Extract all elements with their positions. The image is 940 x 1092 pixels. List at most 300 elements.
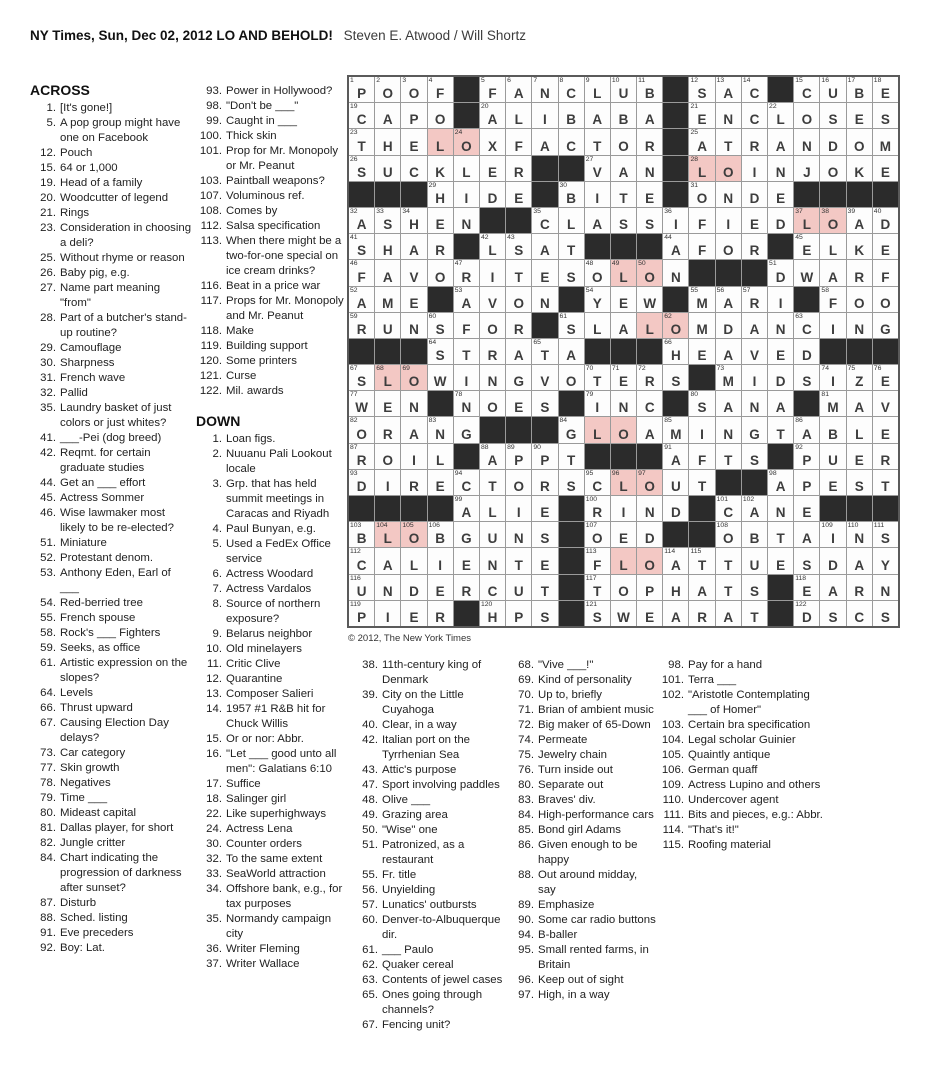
grid-cell[interactable] bbox=[847, 260, 872, 285]
grid-cell[interactable] bbox=[428, 444, 453, 469]
grid-cell[interactable] bbox=[873, 129, 898, 154]
grid-cell[interactable] bbox=[375, 234, 400, 259]
grid-cell[interactable] bbox=[742, 601, 767, 626]
grid-cell[interactable] bbox=[637, 601, 662, 626]
grid-cell[interactable] bbox=[663, 313, 688, 338]
grid-cell[interactable] bbox=[689, 129, 714, 154]
grid-cell[interactable] bbox=[532, 287, 557, 312]
grid-cell[interactable] bbox=[532, 365, 557, 390]
grid-cell[interactable] bbox=[794, 601, 819, 626]
grid-cell[interactable] bbox=[585, 575, 610, 600]
grid-cell[interactable] bbox=[873, 391, 898, 416]
grid-cell[interactable] bbox=[716, 182, 741, 207]
grid-cell[interactable] bbox=[689, 313, 714, 338]
grid-cell[interactable] bbox=[689, 470, 714, 495]
grid-cell[interactable] bbox=[794, 417, 819, 442]
grid-cell[interactable] bbox=[559, 208, 584, 233]
grid-cell[interactable] bbox=[663, 601, 688, 626]
grid-cell[interactable] bbox=[794, 260, 819, 285]
grid-cell[interactable] bbox=[559, 234, 584, 259]
grid-cell[interactable] bbox=[716, 417, 741, 442]
grid-cell[interactable] bbox=[559, 182, 584, 207]
grid-cell[interactable] bbox=[401, 208, 426, 233]
grid-cell[interactable] bbox=[428, 77, 453, 102]
grid-cell[interactable] bbox=[689, 417, 714, 442]
grid-cell[interactable] bbox=[506, 601, 531, 626]
grid-cell[interactable] bbox=[559, 103, 584, 128]
grid-cell[interactable] bbox=[663, 208, 688, 233]
grid-cell[interactable] bbox=[689, 77, 714, 102]
grid-cell[interactable] bbox=[689, 103, 714, 128]
grid-cell[interactable] bbox=[768, 522, 793, 547]
grid-cell[interactable] bbox=[428, 208, 453, 233]
grid-cell[interactable] bbox=[375, 601, 400, 626]
grid-cell[interactable] bbox=[506, 103, 531, 128]
grid-cell[interactable] bbox=[349, 365, 374, 390]
grid-cell[interactable] bbox=[689, 391, 714, 416]
grid-cell[interactable] bbox=[611, 365, 636, 390]
grid-cell[interactable] bbox=[637, 156, 662, 181]
grid-cell[interactable] bbox=[611, 129, 636, 154]
grid-cell[interactable] bbox=[611, 575, 636, 600]
grid-cell[interactable] bbox=[375, 287, 400, 312]
grid-cell[interactable] bbox=[585, 208, 610, 233]
grid-cell[interactable] bbox=[532, 260, 557, 285]
grid-cell[interactable] bbox=[559, 417, 584, 442]
grid-cell[interactable] bbox=[349, 470, 374, 495]
grid-cell[interactable] bbox=[873, 313, 898, 338]
grid-cell[interactable] bbox=[532, 391, 557, 416]
grid-cell[interactable] bbox=[611, 496, 636, 521]
grid-cell[interactable] bbox=[689, 234, 714, 259]
grid-cell[interactable] bbox=[454, 208, 479, 233]
grid-cell[interactable] bbox=[532, 548, 557, 573]
grid-cell[interactable] bbox=[873, 287, 898, 312]
grid-cell[interactable] bbox=[820, 103, 845, 128]
grid-cell[interactable] bbox=[585, 156, 610, 181]
grid-cell[interactable] bbox=[820, 260, 845, 285]
grid-cell[interactable] bbox=[847, 444, 872, 469]
grid-cell[interactable] bbox=[716, 365, 741, 390]
grid-cell[interactable] bbox=[480, 365, 505, 390]
grid-cell[interactable] bbox=[428, 234, 453, 259]
grid-cell[interactable] bbox=[794, 208, 819, 233]
grid-cell[interactable] bbox=[585, 417, 610, 442]
grid-cell[interactable] bbox=[585, 522, 610, 547]
grid-cell[interactable] bbox=[716, 129, 741, 154]
grid-cell[interactable] bbox=[716, 391, 741, 416]
grid-cell[interactable] bbox=[585, 496, 610, 521]
grid-cell[interactable] bbox=[847, 313, 872, 338]
grid-cell[interactable] bbox=[480, 313, 505, 338]
grid-cell[interactable] bbox=[506, 313, 531, 338]
grid-cell[interactable] bbox=[401, 417, 426, 442]
grid-cell[interactable] bbox=[847, 391, 872, 416]
grid-cell[interactable] bbox=[375, 260, 400, 285]
grid-cell[interactable] bbox=[349, 234, 374, 259]
grid-cell[interactable] bbox=[742, 129, 767, 154]
grid-cell[interactable] bbox=[506, 77, 531, 102]
grid-cell[interactable] bbox=[375, 103, 400, 128]
grid-cell[interactable] bbox=[532, 601, 557, 626]
grid-cell[interactable] bbox=[820, 313, 845, 338]
grid-cell[interactable] bbox=[349, 103, 374, 128]
grid-cell[interactable] bbox=[820, 234, 845, 259]
grid-cell[interactable] bbox=[663, 260, 688, 285]
grid-cell[interactable] bbox=[480, 156, 505, 181]
grid-cell[interactable] bbox=[873, 522, 898, 547]
grid-cell[interactable] bbox=[742, 391, 767, 416]
grid-cell[interactable] bbox=[768, 339, 793, 364]
grid-cell[interactable] bbox=[716, 601, 741, 626]
grid-cell[interactable] bbox=[428, 575, 453, 600]
grid-cell[interactable] bbox=[401, 548, 426, 573]
grid-cell[interactable] bbox=[716, 77, 741, 102]
grid-cell[interactable] bbox=[454, 182, 479, 207]
grid-cell[interactable] bbox=[349, 313, 374, 338]
grid-cell[interactable] bbox=[480, 339, 505, 364]
grid-cell[interactable] bbox=[585, 601, 610, 626]
grid-cell[interactable] bbox=[742, 444, 767, 469]
grid-cell[interactable] bbox=[375, 444, 400, 469]
grid-cell[interactable] bbox=[689, 208, 714, 233]
grid-cell[interactable] bbox=[637, 287, 662, 312]
grid-cell[interactable] bbox=[454, 313, 479, 338]
grid-cell[interactable] bbox=[559, 260, 584, 285]
grid-cell[interactable] bbox=[847, 365, 872, 390]
grid-cell[interactable] bbox=[847, 470, 872, 495]
grid-cell[interactable] bbox=[689, 444, 714, 469]
grid-cell[interactable] bbox=[768, 548, 793, 573]
grid-cell[interactable] bbox=[794, 77, 819, 102]
grid-cell[interactable] bbox=[559, 313, 584, 338]
grid-cell[interactable] bbox=[559, 339, 584, 364]
grid-cell[interactable] bbox=[401, 103, 426, 128]
grid-cell[interactable] bbox=[428, 313, 453, 338]
grid-cell[interactable] bbox=[611, 103, 636, 128]
grid-cell[interactable] bbox=[349, 548, 374, 573]
grid-cell[interactable] bbox=[349, 391, 374, 416]
grid-cell[interactable] bbox=[375, 313, 400, 338]
grid-cell[interactable] bbox=[847, 522, 872, 547]
grid-cell[interactable] bbox=[559, 470, 584, 495]
grid-cell[interactable] bbox=[585, 313, 610, 338]
grid-cell[interactable] bbox=[716, 208, 741, 233]
grid-cell[interactable] bbox=[873, 156, 898, 181]
grid-cell[interactable] bbox=[637, 470, 662, 495]
grid-cell[interactable] bbox=[375, 156, 400, 181]
grid-cell[interactable] bbox=[847, 208, 872, 233]
grid-cell[interactable] bbox=[689, 156, 714, 181]
grid-cell[interactable] bbox=[454, 260, 479, 285]
grid-cell[interactable] bbox=[847, 601, 872, 626]
grid-cell[interactable] bbox=[611, 287, 636, 312]
grid-cell[interactable] bbox=[768, 496, 793, 521]
grid-cell[interactable] bbox=[428, 129, 453, 154]
grid-cell[interactable] bbox=[506, 444, 531, 469]
grid-cell[interactable] bbox=[742, 208, 767, 233]
grid-cell[interactable] bbox=[349, 260, 374, 285]
grid-cell[interactable] bbox=[820, 156, 845, 181]
grid-cell[interactable] bbox=[742, 575, 767, 600]
grid-cell[interactable] bbox=[794, 496, 819, 521]
grid-cell[interactable] bbox=[663, 365, 688, 390]
grid-cell[interactable] bbox=[375, 365, 400, 390]
grid-cell[interactable] bbox=[847, 417, 872, 442]
grid-cell[interactable] bbox=[375, 77, 400, 102]
grid-cell[interactable] bbox=[349, 601, 374, 626]
grid-cell[interactable] bbox=[401, 156, 426, 181]
grid-cell[interactable] bbox=[401, 287, 426, 312]
grid-cell[interactable] bbox=[401, 365, 426, 390]
grid-cell[interactable] bbox=[611, 417, 636, 442]
grid-cell[interactable] bbox=[454, 575, 479, 600]
grid-cell[interactable] bbox=[454, 496, 479, 521]
grid-cell[interactable] bbox=[873, 444, 898, 469]
grid-cell[interactable] bbox=[401, 129, 426, 154]
grid-cell[interactable] bbox=[873, 575, 898, 600]
grid-cell[interactable] bbox=[637, 365, 662, 390]
grid-cell[interactable] bbox=[742, 77, 767, 102]
grid-cell[interactable] bbox=[375, 417, 400, 442]
grid-cell[interactable] bbox=[820, 601, 845, 626]
grid-cell[interactable] bbox=[742, 417, 767, 442]
grid-cell[interactable] bbox=[585, 103, 610, 128]
grid-cell[interactable] bbox=[716, 103, 741, 128]
grid-cell[interactable] bbox=[716, 548, 741, 573]
grid-cell[interactable] bbox=[480, 496, 505, 521]
grid-cell[interactable] bbox=[820, 522, 845, 547]
grid-cell[interactable] bbox=[637, 182, 662, 207]
grid-cell[interactable] bbox=[428, 339, 453, 364]
grid-cell[interactable] bbox=[873, 208, 898, 233]
grid-cell[interactable] bbox=[428, 182, 453, 207]
grid-cell[interactable] bbox=[716, 287, 741, 312]
grid-cell[interactable] bbox=[532, 77, 557, 102]
grid-cell[interactable] bbox=[349, 77, 374, 102]
grid-cell[interactable] bbox=[637, 522, 662, 547]
grid-cell[interactable] bbox=[480, 470, 505, 495]
grid-cell[interactable] bbox=[585, 287, 610, 312]
grid-cell[interactable] bbox=[742, 339, 767, 364]
grid-cell[interactable] bbox=[742, 234, 767, 259]
grid-cell[interactable] bbox=[820, 548, 845, 573]
grid-cell[interactable] bbox=[637, 313, 662, 338]
grid-cell[interactable] bbox=[454, 548, 479, 573]
grid-cell[interactable] bbox=[637, 575, 662, 600]
grid-cell[interactable] bbox=[794, 129, 819, 154]
grid-cell[interactable] bbox=[663, 496, 688, 521]
grid-cell[interactable] bbox=[794, 444, 819, 469]
grid-cell[interactable] bbox=[820, 77, 845, 102]
grid-cell[interactable] bbox=[611, 77, 636, 102]
grid-cell[interactable] bbox=[506, 339, 531, 364]
grid-cell[interactable] bbox=[847, 77, 872, 102]
grid-cell[interactable] bbox=[716, 575, 741, 600]
grid-cell[interactable] bbox=[768, 208, 793, 233]
grid-cell[interactable] bbox=[506, 129, 531, 154]
grid-cell[interactable] bbox=[716, 156, 741, 181]
grid-cell[interactable] bbox=[401, 601, 426, 626]
grid-cell[interactable] bbox=[349, 444, 374, 469]
grid-cell[interactable] bbox=[768, 365, 793, 390]
grid-cell[interactable] bbox=[637, 103, 662, 128]
grid-cell[interactable] bbox=[428, 548, 453, 573]
grid-cell[interactable] bbox=[454, 417, 479, 442]
grid-cell[interactable] bbox=[716, 496, 741, 521]
grid-cell[interactable] bbox=[794, 339, 819, 364]
grid-cell[interactable] bbox=[742, 496, 767, 521]
grid-cell[interactable] bbox=[506, 391, 531, 416]
grid-cell[interactable] bbox=[401, 522, 426, 547]
grid-cell[interactable] bbox=[559, 77, 584, 102]
grid-cell[interactable] bbox=[794, 156, 819, 181]
grid-cell[interactable] bbox=[532, 522, 557, 547]
grid-cell[interactable] bbox=[847, 575, 872, 600]
grid-cell[interactable] bbox=[847, 287, 872, 312]
grid-cell[interactable] bbox=[375, 391, 400, 416]
grid-cell[interactable] bbox=[820, 444, 845, 469]
grid-cell[interactable] bbox=[637, 417, 662, 442]
grid-cell[interactable] bbox=[480, 601, 505, 626]
grid-cell[interactable] bbox=[506, 575, 531, 600]
grid-cell[interactable] bbox=[611, 182, 636, 207]
grid-cell[interactable] bbox=[794, 575, 819, 600]
grid-cell[interactable] bbox=[506, 287, 531, 312]
grid-cell[interactable] bbox=[401, 470, 426, 495]
grid-cell[interactable] bbox=[663, 470, 688, 495]
grid-cell[interactable] bbox=[559, 129, 584, 154]
grid-cell[interactable] bbox=[428, 601, 453, 626]
grid-cell[interactable] bbox=[506, 496, 531, 521]
grid-cell[interactable] bbox=[506, 365, 531, 390]
grid-cell[interactable] bbox=[820, 365, 845, 390]
grid-cell[interactable] bbox=[742, 103, 767, 128]
grid-cell[interactable] bbox=[716, 313, 741, 338]
grid-cell[interactable] bbox=[689, 548, 714, 573]
grid-cell[interactable] bbox=[847, 234, 872, 259]
grid-cell[interactable] bbox=[794, 103, 819, 128]
grid-cell[interactable] bbox=[611, 156, 636, 181]
grid-cell[interactable] bbox=[663, 444, 688, 469]
grid-cell[interactable] bbox=[637, 129, 662, 154]
grid-cell[interactable] bbox=[532, 339, 557, 364]
grid-cell[interactable] bbox=[794, 548, 819, 573]
grid-cell[interactable] bbox=[428, 365, 453, 390]
grid-cell[interactable] bbox=[585, 548, 610, 573]
grid-cell[interactable] bbox=[349, 575, 374, 600]
grid-cell[interactable] bbox=[716, 444, 741, 469]
grid-cell[interactable] bbox=[532, 234, 557, 259]
grid-cell[interactable] bbox=[454, 129, 479, 154]
grid-cell[interactable] bbox=[401, 391, 426, 416]
grid-cell[interactable] bbox=[428, 103, 453, 128]
grid-cell[interactable] bbox=[375, 208, 400, 233]
grid-cell[interactable] bbox=[375, 470, 400, 495]
grid-cell[interactable] bbox=[585, 260, 610, 285]
grid-cell[interactable] bbox=[401, 77, 426, 102]
grid-cell[interactable] bbox=[428, 260, 453, 285]
grid-cell[interactable] bbox=[480, 182, 505, 207]
grid-cell[interactable] bbox=[611, 260, 636, 285]
grid-cell[interactable] bbox=[375, 522, 400, 547]
grid-cell[interactable] bbox=[794, 234, 819, 259]
grid-cell[interactable] bbox=[873, 365, 898, 390]
grid-cell[interactable] bbox=[794, 522, 819, 547]
grid-cell[interactable] bbox=[794, 313, 819, 338]
grid-cell[interactable] bbox=[873, 470, 898, 495]
grid-cell[interactable] bbox=[847, 548, 872, 573]
grid-cell[interactable] bbox=[375, 548, 400, 573]
grid-cell[interactable] bbox=[637, 391, 662, 416]
grid-cell[interactable] bbox=[401, 234, 426, 259]
grid-cell[interactable] bbox=[742, 522, 767, 547]
grid-cell[interactable] bbox=[506, 182, 531, 207]
grid-cell[interactable] bbox=[768, 182, 793, 207]
grid-cell[interactable] bbox=[532, 470, 557, 495]
grid-cell[interactable] bbox=[768, 391, 793, 416]
grid-cell[interactable] bbox=[820, 417, 845, 442]
grid-cell[interactable] bbox=[428, 522, 453, 547]
grid-cell[interactable] bbox=[611, 522, 636, 547]
grid-cell[interactable] bbox=[480, 129, 505, 154]
grid-cell[interactable] bbox=[637, 77, 662, 102]
grid-cell[interactable] bbox=[454, 522, 479, 547]
grid-cell[interactable] bbox=[349, 522, 374, 547]
grid-cell[interactable] bbox=[585, 365, 610, 390]
grid-cell[interactable] bbox=[480, 391, 505, 416]
grid-cell[interactable] bbox=[611, 548, 636, 573]
grid-cell[interactable] bbox=[689, 601, 714, 626]
grid-cell[interactable] bbox=[820, 391, 845, 416]
grid-cell[interactable] bbox=[454, 470, 479, 495]
grid-cell[interactable] bbox=[532, 496, 557, 521]
grid-cell[interactable] bbox=[506, 522, 531, 547]
grid-cell[interactable] bbox=[820, 575, 845, 600]
grid-cell[interactable] bbox=[506, 548, 531, 573]
grid-cell[interactable] bbox=[428, 156, 453, 181]
grid-cell[interactable] bbox=[532, 129, 557, 154]
grid-cell[interactable] bbox=[532, 444, 557, 469]
grid-cell[interactable] bbox=[375, 129, 400, 154]
grid-cell[interactable] bbox=[506, 470, 531, 495]
grid-cell[interactable] bbox=[820, 208, 845, 233]
grid-cell[interactable] bbox=[637, 208, 662, 233]
grid-cell[interactable] bbox=[768, 156, 793, 181]
grid-cell[interactable] bbox=[585, 129, 610, 154]
grid-cell[interactable] bbox=[794, 470, 819, 495]
grid-cell[interactable] bbox=[742, 156, 767, 181]
grid-cell[interactable] bbox=[480, 548, 505, 573]
grid-cell[interactable] bbox=[637, 548, 662, 573]
grid-cell[interactable] bbox=[768, 313, 793, 338]
grid-cell[interactable] bbox=[716, 522, 741, 547]
grid-cell[interactable] bbox=[401, 260, 426, 285]
grid-cell[interactable] bbox=[689, 182, 714, 207]
grid-cell[interactable] bbox=[349, 287, 374, 312]
grid-cell[interactable] bbox=[794, 365, 819, 390]
grid-cell[interactable] bbox=[349, 208, 374, 233]
grid-cell[interactable] bbox=[663, 575, 688, 600]
grid-cell[interactable] bbox=[873, 260, 898, 285]
grid-cell[interactable] bbox=[480, 103, 505, 128]
grid-cell[interactable] bbox=[428, 417, 453, 442]
grid-cell[interactable] bbox=[480, 260, 505, 285]
grid-cell[interactable] bbox=[349, 129, 374, 154]
grid-cell[interactable] bbox=[401, 313, 426, 338]
grid-cell[interactable] bbox=[506, 156, 531, 181]
grid-cell[interactable] bbox=[663, 548, 688, 573]
